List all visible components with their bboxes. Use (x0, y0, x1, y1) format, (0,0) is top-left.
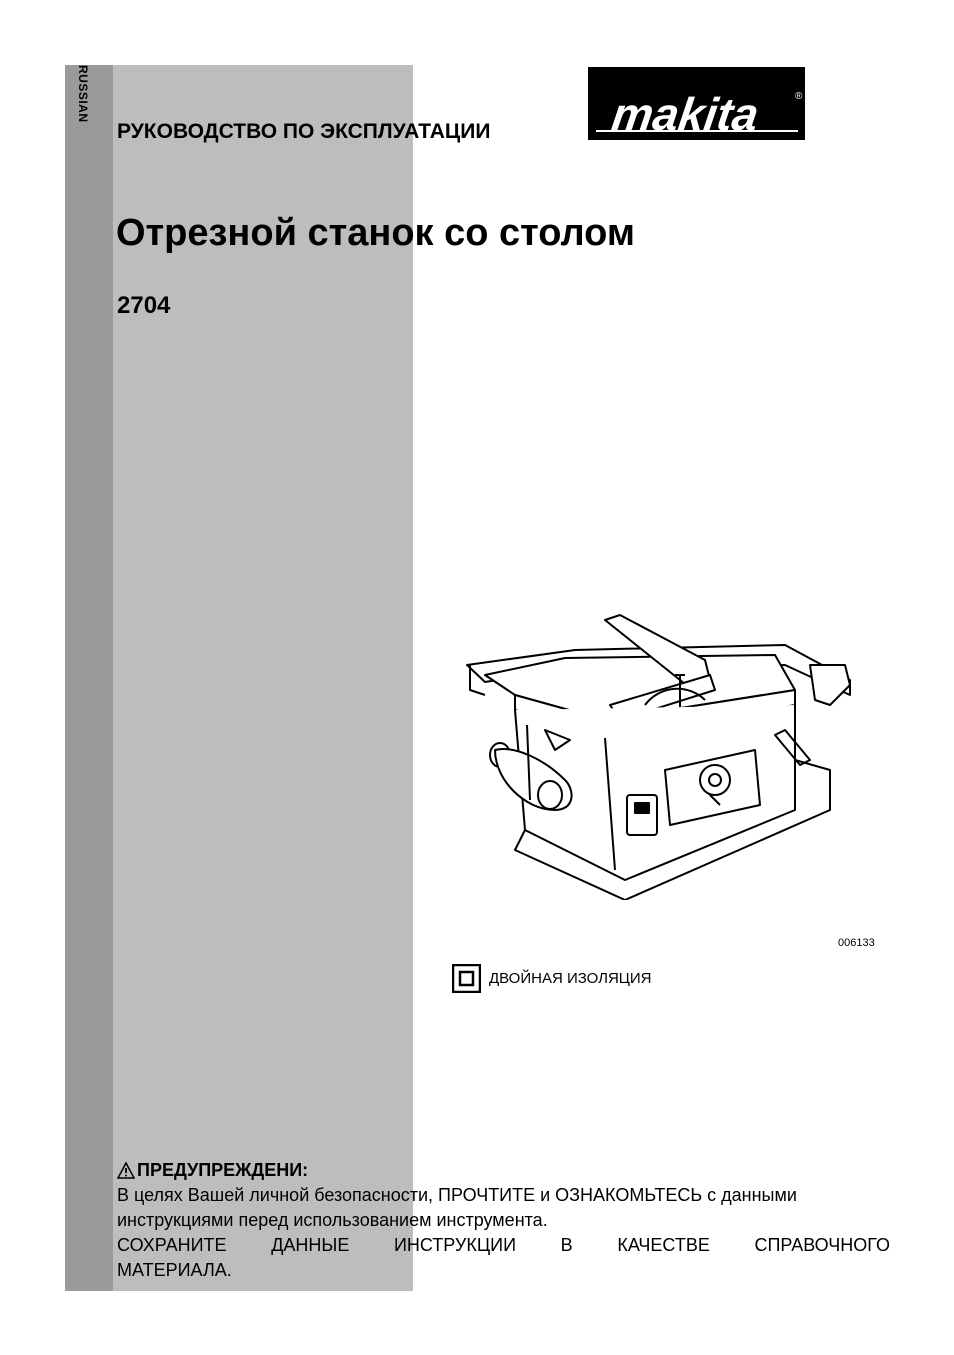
double-insulation-label: ДВОЙНАЯ ИЗОЛЯЦИЯ (489, 970, 652, 987)
figure-code: 006133 (838, 937, 875, 949)
double-insulation-icon (452, 964, 481, 993)
warning-line-4: МАТЕРИАЛА. (117, 1260, 232, 1280)
warning-line-3 (117, 1233, 890, 1258)
double-insulation-row (452, 964, 652, 993)
warning-word: СОХРАНИТЕ (117, 1235, 227, 1255)
warning-word: В (560, 1235, 573, 1255)
manual-title: РУКОВОДСТВО ПО ЭКСПЛУАТАЦИИ (117, 120, 491, 143)
product-title: Отрезной станок со столом (116, 212, 635, 254)
table-saw-illustration (455, 610, 855, 900)
warning-word: ИНСТРУКЦИИ (393, 1235, 517, 1255)
language-label: RUSSIAN (76, 65, 90, 123)
warning-heading-row (117, 1158, 890, 1183)
model-number: 2704 (117, 292, 171, 319)
warning-word: КАЧЕСТВЕ (617, 1235, 710, 1255)
warning-block (117, 1158, 890, 1283)
warning-word: СПРАВОЧНОГО (754, 1235, 890, 1255)
makita-logo (588, 67, 805, 140)
warning-line-1: В целях Вашей личной безопасности, ПРОЧТИТЕ и ОЗНАКОМЬТЕСЬ с данными (117, 1185, 797, 1205)
warning-triangle-icon (117, 1162, 135, 1179)
warning-heading: ПРЕДУПРЕЖДЕНИ: (137, 1160, 309, 1180)
logo-text: makita (608, 88, 762, 140)
registered-mark: ® (795, 91, 803, 102)
warning-word: ДАННЫЕ (271, 1235, 350, 1255)
warning-line-2: инструкциями перед использованием инструмента. (117, 1210, 548, 1230)
side-band-dark (65, 65, 113, 1291)
